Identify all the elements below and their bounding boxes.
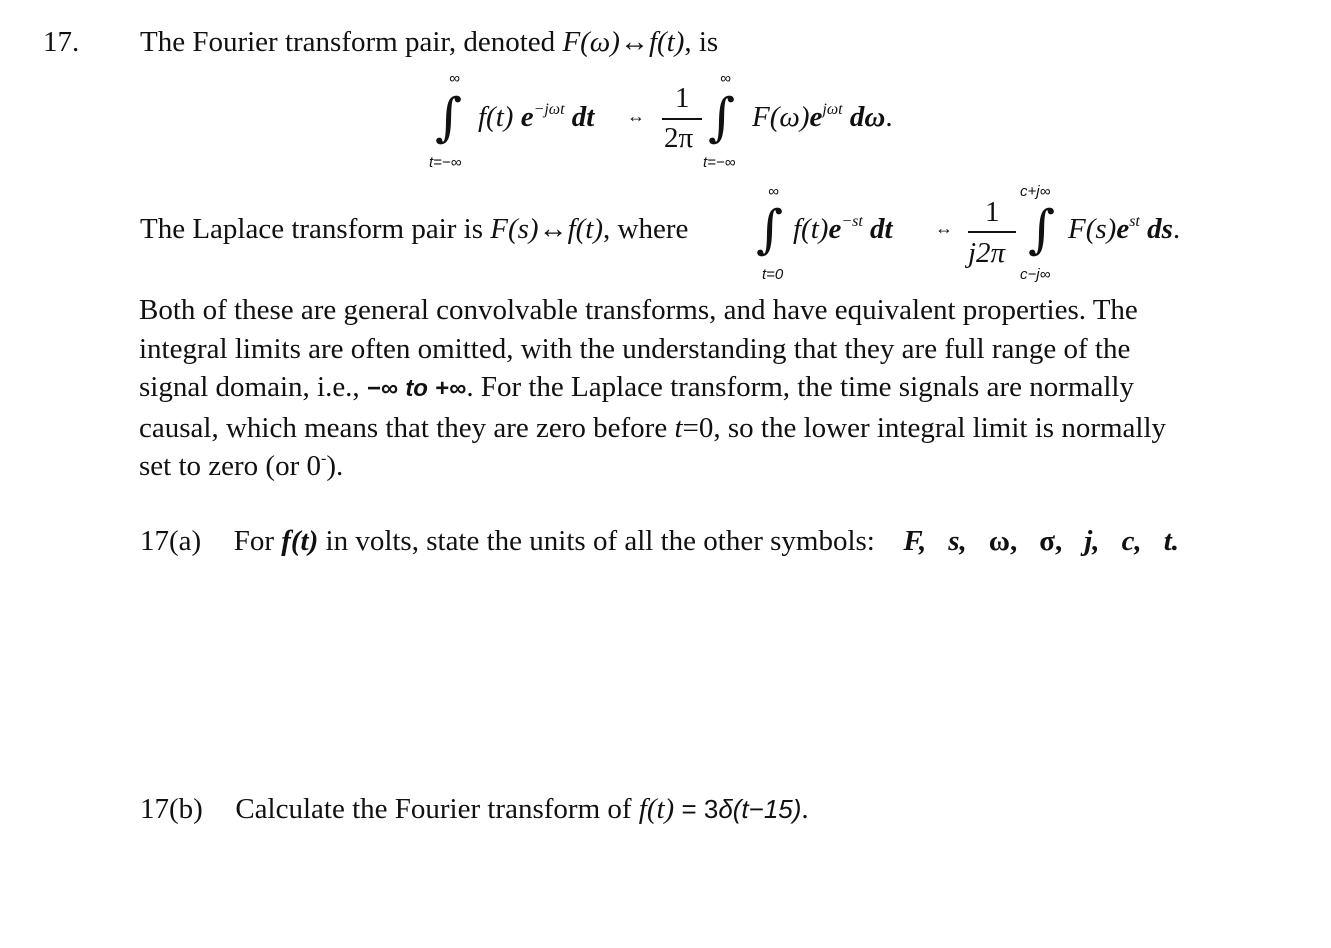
- intro-text: The Fourier transform pair, denoted: [140, 26, 556, 58]
- part-b: [140, 795, 809, 824]
- range-plus-infinity: +∞: [435, 375, 467, 402]
- part-a-f-of-t: f(t): [281, 525, 319, 557]
- part-a-text-b: in volts, state the units of all the other symbols:: [325, 525, 875, 557]
- fourier-f-of-t: f(t): [478, 101, 514, 133]
- paragraph-line-5: [139, 447, 1289, 486]
- part-b-end: .: [801, 793, 809, 825]
- fourier-exp-2: jωt: [822, 101, 843, 118]
- laplace-dt: dt: [870, 213, 893, 245]
- intro-end: , is: [684, 26, 719, 58]
- fourier-lower-limit-2: t=−∞: [703, 154, 736, 171]
- fourier-domega: dω: [849, 101, 886, 133]
- laplace-f-of-t: f(t): [793, 213, 829, 245]
- paragraph-line-3-b: . For the Laplace transform, the time signals are normally: [466, 371, 1134, 403]
- symbol-omega: ω,: [988, 525, 1018, 557]
- laplace-lower-limit-2: c−j∞: [1020, 266, 1051, 283]
- fourier-integrand-2: [752, 103, 893, 132]
- part-b-text: Calculate the Fourier transform of: [235, 793, 632, 825]
- fourier-exp-1: −jωt: [533, 101, 565, 118]
- range-to: to: [405, 375, 428, 402]
- laplace-F-of-s: F(s): [1068, 213, 1117, 245]
- fourier-integrand-1: [478, 103, 594, 132]
- laplace-upper-limit-1: ∞: [768, 183, 779, 200]
- symbol-sigma: σ,: [1039, 525, 1063, 557]
- paragraph-line-4-a: causal, which means that they are zero before: [139, 411, 668, 444]
- paragraph-line-2: integral limits are often omitted, with the understanding that they are full range of the: [139, 332, 1131, 365]
- paragraph-line-3-a: signal domain, i.e.,: [139, 371, 360, 403]
- fourier-frac-den: 2π: [664, 122, 694, 154]
- paragraph-sup-minus: -: [321, 450, 327, 467]
- laplace-lead: [140, 215, 688, 244]
- laplace-pair: F(s)↔f(t): [490, 213, 604, 245]
- paragraph-t: t: [674, 411, 683, 444]
- paragraph-line-5-b: ).: [326, 450, 344, 482]
- symbol-j: j,: [1084, 525, 1100, 557]
- fourier-frac-bar: [662, 118, 702, 120]
- intro-pair: F(ω)↔f(t): [562, 26, 685, 58]
- integral-sign-3: ∫: [756, 200, 784, 260]
- fourier-upper-limit-2: ∞: [720, 70, 731, 87]
- symbol-t: t.: [1163, 525, 1179, 557]
- laplace-arrow: ↔: [935, 218, 953, 238]
- fourier-arrow: ↔: [627, 106, 645, 126]
- laplace-e-2: e: [1116, 213, 1130, 245]
- paragraph-line-4: [139, 409, 1289, 448]
- laplace-upper-limit-2: c+j∞: [1020, 183, 1051, 200]
- paragraph-line-4-b: =0, so the lower integral limit is normally: [682, 411, 1167, 444]
- part-a: [140, 527, 1179, 556]
- laplace-end: .: [1172, 213, 1181, 245]
- laplace-lead-text: The Laplace transform pair is: [140, 213, 484, 245]
- laplace-e-1: e: [828, 213, 842, 245]
- integral-sign-4: ∫: [1028, 200, 1056, 260]
- paragraph-line-3: [139, 368, 1289, 409]
- part-a-text-a: For: [233, 525, 274, 557]
- laplace-exp-1: −st: [841, 213, 863, 230]
- laplace-lower-limit-1: t=0: [762, 266, 784, 283]
- fourier-upper-limit-1: ∞: [449, 70, 460, 87]
- fourier-e-2: e: [809, 101, 823, 133]
- fourier-end: .: [885, 101, 893, 133]
- symbol-c: c,: [1121, 525, 1142, 557]
- laplace-integrand-2: [1068, 215, 1180, 244]
- laplace-exp-2: st: [1129, 213, 1140, 230]
- paragraph-line-1: Both of these are general convolvable transforms, and have equivalent properties. The: [139, 294, 1138, 326]
- fourier-frac-num: 1: [675, 82, 690, 114]
- symbol-s: s,: [948, 525, 967, 557]
- paragraph-line-5-a: set to zero (or 0: [139, 450, 321, 482]
- laplace-frac-bar: [968, 231, 1016, 233]
- laplace-ds: ds: [1147, 213, 1173, 245]
- fourier-dt: dt: [571, 101, 595, 133]
- intro-line: [140, 28, 718, 57]
- fourier-F-of-omega: F(ω): [752, 101, 810, 133]
- part-a-label: 17(a): [140, 525, 202, 557]
- part-b-equals-3: = 3: [674, 794, 719, 824]
- laplace-integrand-1: [793, 215, 893, 244]
- integral-sign-1: ∫: [435, 88, 463, 148]
- fourier-lower-limit-1: t=−∞: [429, 154, 462, 171]
- problem-number: 17.: [43, 26, 80, 58]
- part-b-label: 17(b): [140, 793, 203, 825]
- laplace-frac-num: 1: [985, 196, 1000, 228]
- symbol-F: F,: [903, 525, 927, 557]
- part-b-f-of-t: f(t): [638, 793, 675, 825]
- fourier-e-1: e: [520, 101, 534, 133]
- laplace-where: , where: [603, 213, 689, 245]
- integral-sign-2: ∫: [708, 88, 736, 148]
- explanation-paragraph: [139, 291, 1289, 486]
- part-b-delta: δ(t−15): [718, 794, 802, 824]
- laplace-frac-den: j2π: [968, 237, 1006, 269]
- range-minus-infinity: −∞: [366, 375, 399, 402]
